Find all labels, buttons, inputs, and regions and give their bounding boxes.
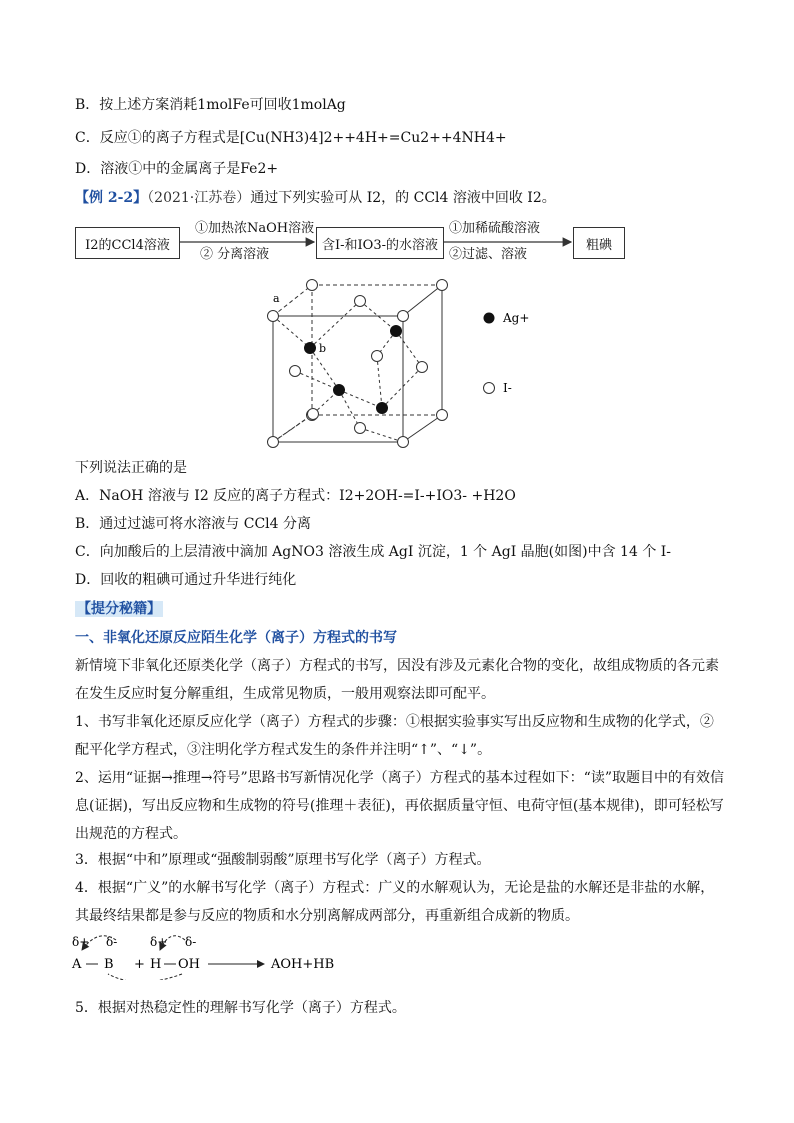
delta-minus-oh: δ- xyxy=(185,935,197,949)
paragraph-5: 5．根据对热稳定性的理解书写化学（离子）方程式。 xyxy=(75,1000,406,1016)
legend-i-marker xyxy=(484,383,495,394)
tips-header-text: 【提分秘籍】 xyxy=(77,601,161,617)
paragraph-3: 3．根据“中和”原理或“强酸制弱酸”原理书写化学（离子）方程式。 xyxy=(75,852,491,868)
crystal-label-b: b xyxy=(319,342,327,355)
option-b: B．通过过滤可将水溶液与 CCl4 分离 xyxy=(75,516,311,532)
section1-title: 一、非氧化还原反应陌生化学（离子）方程式的书写 xyxy=(75,630,397,646)
option-c: C．向加酸后的上层清液中滴加 AgNO3 溶液生成 AgI 沉淀，1 个 AgI 晶胞(如图)中含 14 个 I- xyxy=(75,544,672,560)
atom-b: B xyxy=(104,957,114,972)
example-text: 通过下列实验可从 I2，的 CCl4 溶液中回收 I2。 xyxy=(250,190,556,206)
tips-header xyxy=(75,599,163,619)
option-a: A．NaOH 溶液与 I2 反应的离子方程式：I2+2OH-=I-+IO3- +H2O xyxy=(75,488,516,504)
flow-box-middle: 含I-和IO3-的水溶液 xyxy=(316,227,444,259)
example-tag: 【例 2-2】 xyxy=(75,190,148,206)
crystal-label-a: a xyxy=(273,292,280,305)
flow-arrows xyxy=(0,0,794,300)
flow-step1-top: ①加热浓NaOH溶液 xyxy=(195,221,315,236)
hydrolysis-product: AOH+HB xyxy=(271,957,335,972)
delta-plus-h: δ+ xyxy=(150,935,168,949)
paragraph-intro: 新情境下非氧化还原类化学（离子）方程式的书写，因没有涉及元素化合物的变化，故组成物质的各元素在发生反应时复分解重组，生成常见物质，一般用观察法即可配平。 xyxy=(75,658,719,702)
option-d-prev: D．溶液①中的金属离子是Fe2+ xyxy=(75,161,279,177)
group-oh: OH xyxy=(178,957,200,972)
paragraph-4: 4．根据“广义”的水解书写化学（离子）方程式：广义的水解观认为，无论是盐的水解还是非盐的水解，其最终结果都是参与反应的物质和水分别离解成两部分，再重新组合成新的物质。 xyxy=(75,880,715,924)
atom-a: A xyxy=(72,957,82,972)
delta-plus-a: δ+ xyxy=(72,935,90,949)
hydrolysis-scheme xyxy=(68,930,338,980)
option-d: D．回收的粗碘可通过升华进行纯化 xyxy=(75,572,297,588)
flow-box-end: 粗碘 xyxy=(573,227,625,259)
legend-ag-marker xyxy=(484,313,495,324)
agi-unit-cell xyxy=(255,278,545,450)
paragraph-2: 2、运用“证据→推理→符号”思路书写新情况化学（离子）方程式的基本过程如下：“读”取题目中的有效信息(证据)，写出反应物和生成物的符号(推理＋表征)，再依据质量守恒、电荷守恒(基本规律)，即可轻松写出规范的方程式。 xyxy=(75,770,724,842)
option-b-prev: B．按上述方案消耗1molFe可回收1molAg xyxy=(75,97,346,113)
delta-minus-b: δ- xyxy=(106,935,118,949)
atom-h: H xyxy=(150,957,162,972)
legend-ag-label: Ag+ xyxy=(503,311,530,325)
paragraph-1: 1、书写非氧化还原反应化学（离子）方程式的步骤：①根据实验事实写出反应物和生成物的化学式，②配平化学方程式，③注明化学方程式发生的条件并注明“↑”、“↓”。 xyxy=(75,714,714,758)
plus-sign: + xyxy=(134,957,145,972)
flow-step2-top: ①加稀硫酸溶液 xyxy=(449,221,541,236)
example-source: （2021·江苏卷） xyxy=(147,190,251,206)
flow-step1-bottom: ② 分离溶液 xyxy=(200,247,270,262)
question-stem: 下列说法正确的是 xyxy=(75,460,187,476)
option-c-prefix: C．反应①的离子方程式是 xyxy=(75,130,240,146)
flow-step2-bottom: ②过滤、溶液 xyxy=(449,247,528,262)
flow-box-start: I2的CCl4溶液 xyxy=(75,227,180,259)
legend-i-label: I- xyxy=(503,381,512,395)
option-c-formula: [Cu(NH3)4]2++4H+=Cu2++4NH4+ xyxy=(239,130,507,146)
